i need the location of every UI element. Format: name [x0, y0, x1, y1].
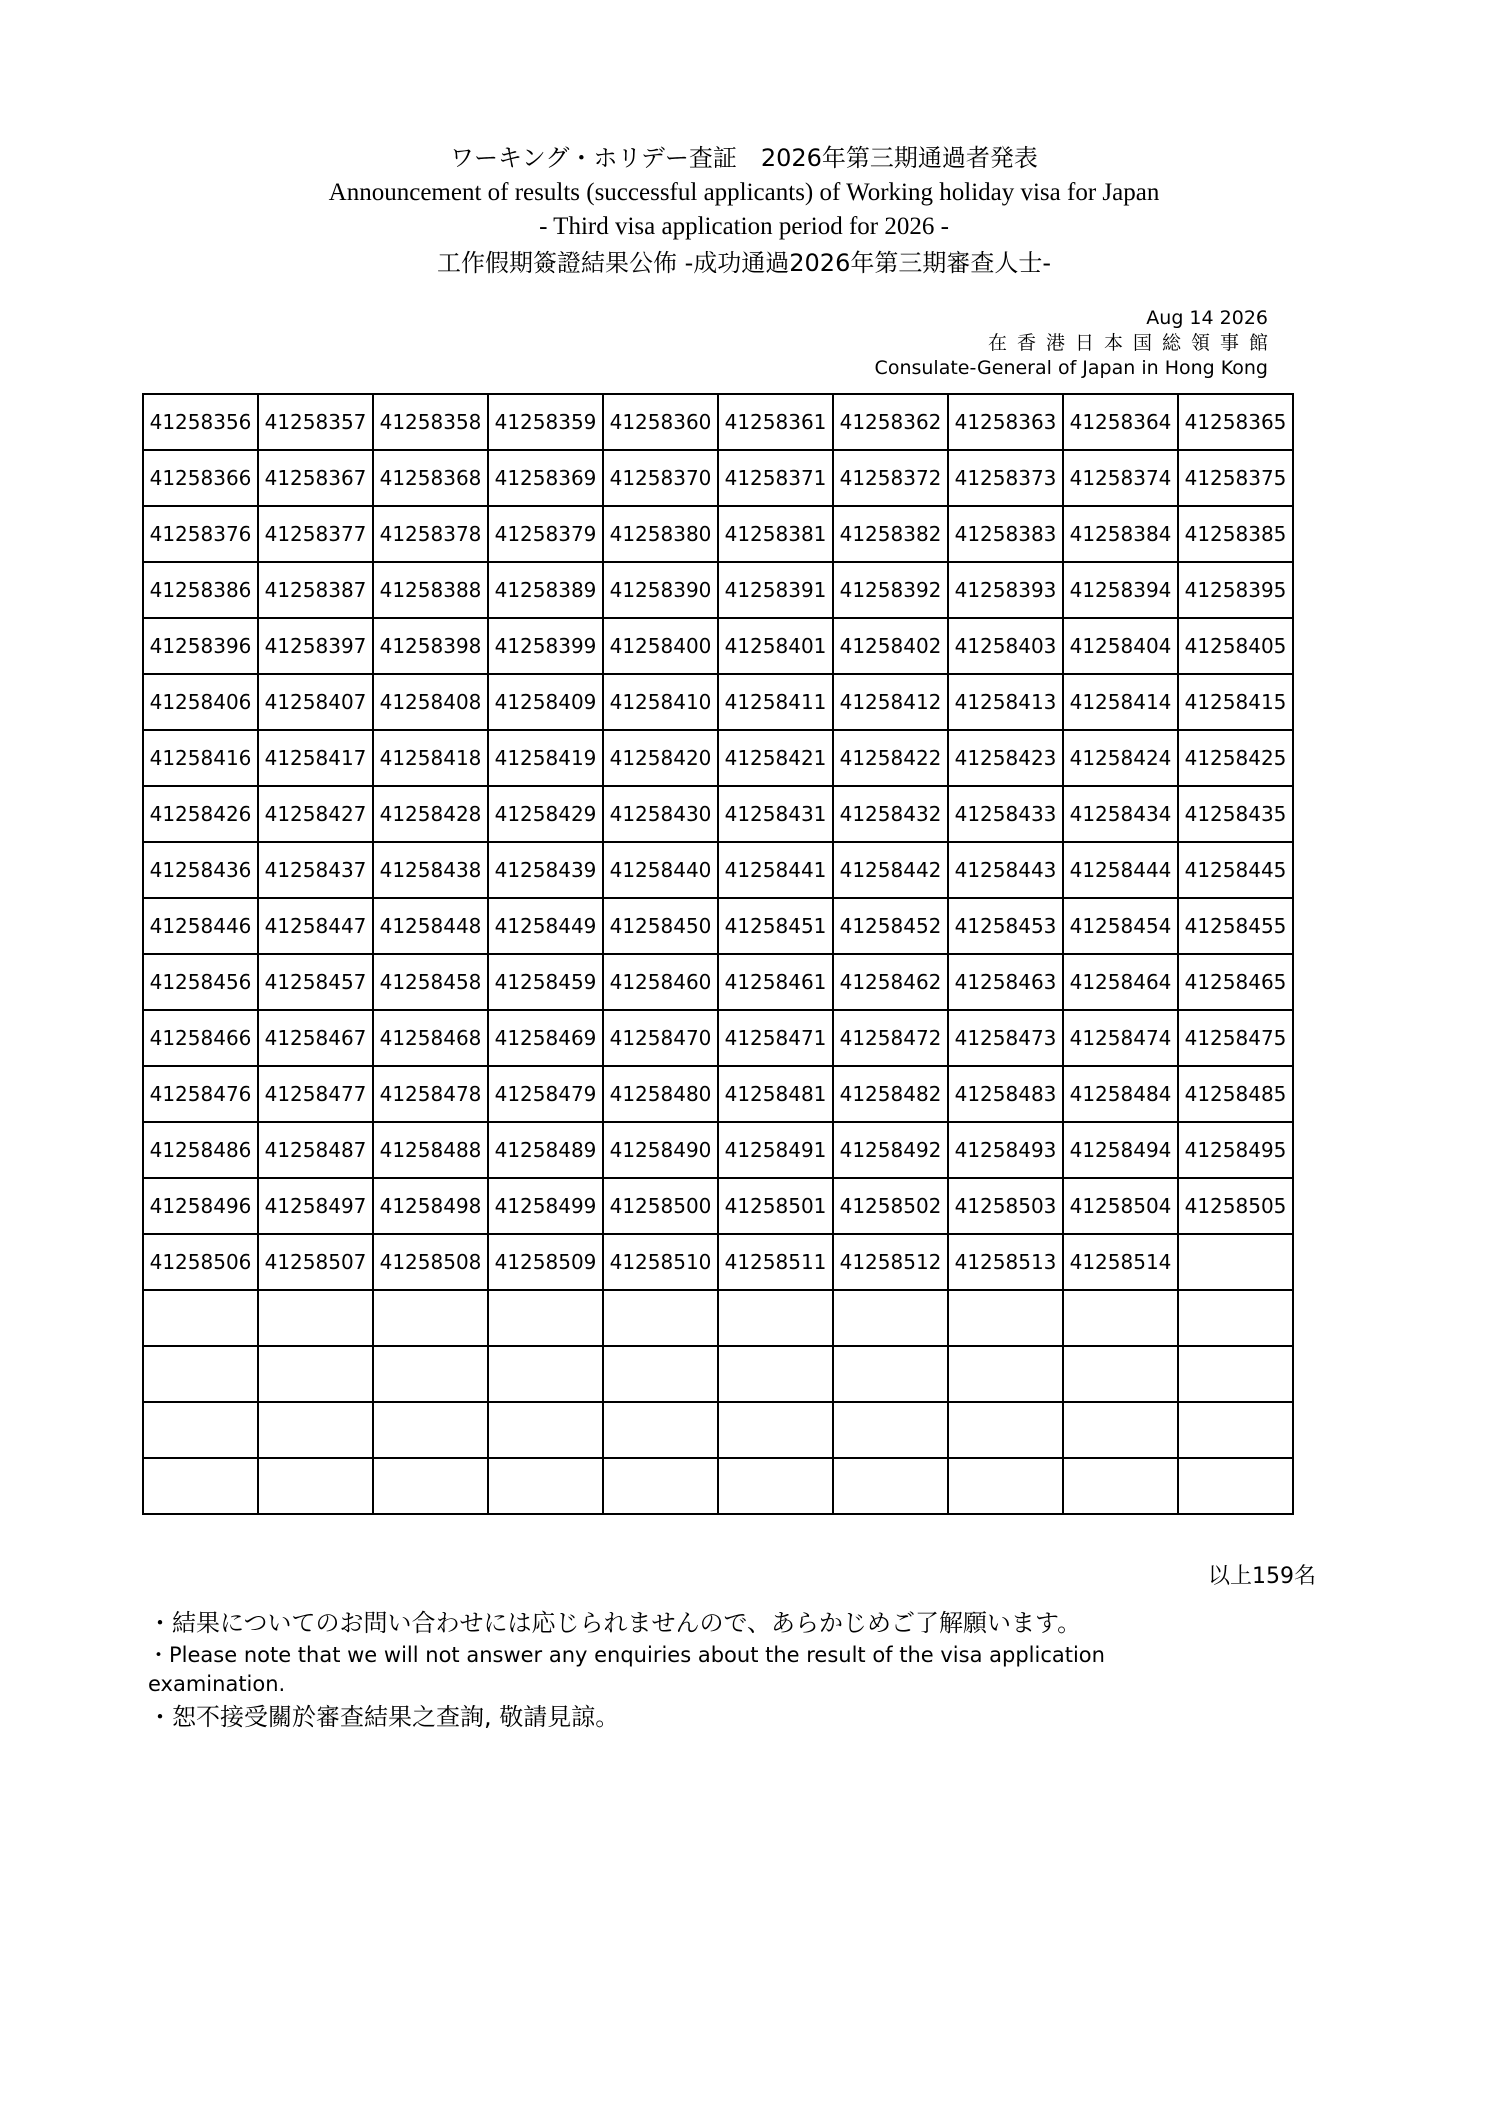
applicant-number-cell: 41258487 — [258, 1122, 373, 1178]
applicant-number-cell — [603, 1290, 718, 1346]
applicant-number-cell: 41258467 — [258, 1010, 373, 1066]
applicant-number-cell: 41258416 — [143, 730, 258, 786]
applicant-number-cell: 41258490 — [603, 1122, 718, 1178]
applicant-number-cell: 41258367 — [258, 450, 373, 506]
applicant-number-cell: 41258475 — [1178, 1010, 1293, 1066]
applicant-number-cell — [948, 1346, 1063, 1402]
applicant-number-cell: 41258370 — [603, 450, 718, 506]
table-row — [143, 506, 1293, 562]
applicant-number-cell: 41258451 — [718, 898, 833, 954]
applicant-number-cell: 41258488 — [373, 1122, 488, 1178]
applicant-number-cell: 41258396 — [143, 618, 258, 674]
applicant-number-cell — [258, 1346, 373, 1402]
applicant-number-cell: 41258365 — [1178, 394, 1293, 450]
applicant-number-cell: 41258435 — [1178, 786, 1293, 842]
applicant-number-cell: 41258361 — [718, 394, 833, 450]
applicant-number-cell: 41258505 — [1178, 1178, 1293, 1234]
applicant-number-cell — [1178, 1402, 1293, 1458]
table-row — [143, 1122, 1293, 1178]
applicant-number-cell: 41258457 — [258, 954, 373, 1010]
announcement-title — [0, 140, 1488, 282]
applicant-number-cell: 41258478 — [373, 1066, 488, 1122]
applicant-number-cell: 41258493 — [948, 1122, 1063, 1178]
applicant-number-cell: 41258443 — [948, 842, 1063, 898]
applicant-number-cell: 41258437 — [258, 842, 373, 898]
applicant-number-cell: 41258432 — [833, 786, 948, 842]
applicant-number-cell: 41258379 — [488, 506, 603, 562]
table-row — [143, 1290, 1293, 1346]
applicant-number-cell: 41258384 — [1063, 506, 1178, 562]
applicant-number-cell: 41258410 — [603, 674, 718, 730]
applicant-number-cell: 41258448 — [373, 898, 488, 954]
applicant-number-cell: 41258425 — [1178, 730, 1293, 786]
applicant-number-cell: 41258486 — [143, 1122, 258, 1178]
applicant-number-cell: 41258444 — [1063, 842, 1178, 898]
applicant-number-cell: 41258363 — [948, 394, 1063, 450]
table-row — [143, 618, 1293, 674]
table-row — [143, 1066, 1293, 1122]
applicant-number-cell: 41258438 — [373, 842, 488, 898]
applicant-number-cell — [143, 1402, 258, 1458]
applicant-number-cell: 41258378 — [373, 506, 488, 562]
applicant-number-cell: 41258502 — [833, 1178, 948, 1234]
applicant-number-cell: 41258431 — [718, 786, 833, 842]
applicant-number-cell — [948, 1290, 1063, 1346]
applicant-number-cell — [373, 1346, 488, 1402]
table-row — [143, 898, 1293, 954]
applicant-number-cell: 41258439 — [488, 842, 603, 898]
applicant-number-cell: 41258391 — [718, 562, 833, 618]
applicant-number-cell: 41258496 — [143, 1178, 258, 1234]
table-row — [143, 450, 1293, 506]
title-chinese: 工作假期簽證結果公佈 -成功通過2026年第三期審查人士- — [436, 249, 1052, 277]
table-row — [143, 674, 1293, 730]
note-english: ・Please note that we will not answer any enquiries about the result of the visa application examination. — [148, 1643, 1105, 1696]
applicant-number-cell: 41258417 — [258, 730, 373, 786]
applicant-number-cell: 41258446 — [143, 898, 258, 954]
applicant-number-cell: 41258464 — [1063, 954, 1178, 1010]
applicant-number-cell: 41258429 — [488, 786, 603, 842]
applicant-number-cell: 41258406 — [143, 674, 258, 730]
title-english: Announcement of results (successful applicants) of Working holiday visa for Japan — [328, 179, 1160, 206]
note-chinese: ・恕不接受關於審查結果之查詢, 敬請見諒。 — [148, 1703, 620, 1731]
applicant-number-cell: 41258507 — [258, 1234, 373, 1290]
applicant-number-cell: 41258413 — [948, 674, 1063, 730]
applicant-number-cell: 41258387 — [258, 562, 373, 618]
applicant-number-cell: 41258423 — [948, 730, 1063, 786]
applicant-number-cell — [1063, 1290, 1178, 1346]
applicant-number-cell: 41258357 — [258, 394, 373, 450]
applicant-number-cell — [833, 1402, 948, 1458]
table-row — [143, 562, 1293, 618]
applicant-number-cell: 41258453 — [948, 898, 1063, 954]
issuer-block — [874, 306, 1278, 381]
applicant-number-cell — [1178, 1234, 1293, 1290]
applicant-number-cell: 41258512 — [833, 1234, 948, 1290]
applicant-number-cell: 41258474 — [1063, 1010, 1178, 1066]
results-table-body — [143, 394, 1293, 1514]
applicant-number-cell — [833, 1346, 948, 1402]
applicant-number-cell: 41258356 — [143, 394, 258, 450]
applicant-number-cell: 41258372 — [833, 450, 948, 506]
applicant-number-cell: 41258476 — [143, 1066, 258, 1122]
applicant-number-cell: 41258492 — [833, 1122, 948, 1178]
applicant-number-cell: 41258419 — [488, 730, 603, 786]
applicant-number-cell: 41258375 — [1178, 450, 1293, 506]
applicant-number-cell — [603, 1458, 718, 1514]
applicant-number-cell: 41258393 — [948, 562, 1063, 618]
applicant-number-cell — [948, 1402, 1063, 1458]
applicant-number-cell: 41258433 — [948, 786, 1063, 842]
applicant-number-cell: 41258382 — [833, 506, 948, 562]
applicant-number-cell: 41258392 — [833, 562, 948, 618]
applicant-number-cell: 41258471 — [718, 1010, 833, 1066]
applicant-number-cell: 41258504 — [1063, 1178, 1178, 1234]
applicant-number-cell: 41258408 — [373, 674, 488, 730]
applicant-number-cell: 41258503 — [948, 1178, 1063, 1234]
applicant-number-cell: 41258459 — [488, 954, 603, 1010]
applicant-number-cell: 41258394 — [1063, 562, 1178, 618]
applicant-number-cell: 41258470 — [603, 1010, 718, 1066]
applicant-number-cell — [1063, 1346, 1178, 1402]
applicant-number-cell: 41258499 — [488, 1178, 603, 1234]
applicant-number-cell: 41258395 — [1178, 562, 1293, 618]
applicant-number-cell: 41258472 — [833, 1010, 948, 1066]
applicant-number-cell: 41258454 — [1063, 898, 1178, 954]
applicant-number-cell: 41258360 — [603, 394, 718, 450]
applicant-number-cell: 41258371 — [718, 450, 833, 506]
issue-date: Aug 14 2026 — [1146, 307, 1268, 329]
applicant-number-cell: 41258390 — [603, 562, 718, 618]
applicant-number-cell: 41258498 — [373, 1178, 488, 1234]
applicant-number-cell: 41258421 — [718, 730, 833, 786]
applicant-number-cell — [373, 1402, 488, 1458]
applicant-number-cell: 41258374 — [1063, 450, 1178, 506]
applicant-number-cell — [1178, 1346, 1293, 1402]
consulate-name-japanese: 在香港日本国総領事館 — [987, 332, 1278, 354]
applicant-number-cell: 41258362 — [833, 394, 948, 450]
applicant-number-cell: 41258404 — [1063, 618, 1178, 674]
applicant-number-cell: 41258445 — [1178, 842, 1293, 898]
applicant-number-cell: 41258415 — [1178, 674, 1293, 730]
applicant-number-cell — [948, 1458, 1063, 1514]
applicant-number-cell — [373, 1290, 488, 1346]
applicant-number-cell: 41258500 — [603, 1178, 718, 1234]
table-row — [143, 786, 1293, 842]
applicant-number-cell: 41258495 — [1178, 1122, 1293, 1178]
table-row — [143, 1234, 1293, 1290]
applicant-number-cell: 41258510 — [603, 1234, 718, 1290]
total-count: 以上159名 — [1208, 1564, 1316, 1589]
applicant-number-cell — [718, 1346, 833, 1402]
applicant-number-cell — [373, 1458, 488, 1514]
applicant-number-cell: 41258385 — [1178, 506, 1293, 562]
applicant-number-cell: 41258380 — [603, 506, 718, 562]
applicant-number-cell: 41258407 — [258, 674, 373, 730]
applicant-number-cell: 41258449 — [488, 898, 603, 954]
applicant-number-cell: 41258466 — [143, 1010, 258, 1066]
applicant-number-cell: 41258460 — [603, 954, 718, 1010]
title-japanese: ワーキング・ホリデー査証 2026年第三期通過者発表 — [450, 144, 1038, 172]
applicant-number-cell: 41258426 — [143, 786, 258, 842]
applicant-number-cell — [143, 1346, 258, 1402]
applicant-number-cell: 41258364 — [1063, 394, 1178, 450]
table-row — [143, 1458, 1293, 1514]
applicant-number-cell: 41258458 — [373, 954, 488, 1010]
consulate-name-english: Consulate-General of Japan in Hong Kong — [874, 357, 1268, 379]
applicant-number-cell: 41258440 — [603, 842, 718, 898]
applicant-number-cell: 41258483 — [948, 1066, 1063, 1122]
applicant-number-cell: 41258397 — [258, 618, 373, 674]
applicant-number-cell: 41258386 — [143, 562, 258, 618]
applicant-number-cell: 41258430 — [603, 786, 718, 842]
applicant-number-cell: 41258373 — [948, 450, 1063, 506]
applicant-number-cell — [1178, 1290, 1293, 1346]
applicant-number-cell: 41258436 — [143, 842, 258, 898]
applicant-number-cell — [718, 1458, 833, 1514]
results-table — [142, 393, 1294, 1515]
applicant-number-cell: 41258455 — [1178, 898, 1293, 954]
applicant-number-cell: 41258482 — [833, 1066, 948, 1122]
applicant-number-cell: 41258427 — [258, 786, 373, 842]
applicant-number-cell: 41258434 — [1063, 786, 1178, 842]
applicant-number-cell: 41258508 — [373, 1234, 488, 1290]
applicant-number-cell: 41258383 — [948, 506, 1063, 562]
note-japanese: ・結果についてのお問い合わせには応じられませんので、あらかじめご了解願います。 — [148, 1609, 1082, 1637]
applicant-number-cell: 41258428 — [373, 786, 488, 842]
applicant-number-cell: 41258480 — [603, 1066, 718, 1122]
applicant-number-cell — [603, 1346, 718, 1402]
applicant-number-cell: 41258450 — [603, 898, 718, 954]
applicant-number-cell: 41258418 — [373, 730, 488, 786]
applicant-number-cell: 41258366 — [143, 450, 258, 506]
applicant-number-cell — [258, 1458, 373, 1514]
applicant-number-cell: 41258513 — [948, 1234, 1063, 1290]
table-row — [143, 1402, 1293, 1458]
applicant-number-cell: 41258411 — [718, 674, 833, 730]
applicant-number-cell: 41258452 — [833, 898, 948, 954]
applicant-number-cell: 41258376 — [143, 506, 258, 562]
applicant-number-cell: 41258405 — [1178, 618, 1293, 674]
applicant-number-cell — [1063, 1402, 1178, 1458]
applicant-number-cell: 41258381 — [718, 506, 833, 562]
applicant-number-cell: 41258420 — [603, 730, 718, 786]
applicant-number-cell — [143, 1290, 258, 1346]
applicant-number-cell — [718, 1402, 833, 1458]
table-row — [143, 1178, 1293, 1234]
applicant-number-cell — [488, 1402, 603, 1458]
applicant-number-cell: 41258399 — [488, 618, 603, 674]
applicant-number-cell: 41258377 — [258, 506, 373, 562]
table-row — [143, 954, 1293, 1010]
table-row — [143, 1346, 1293, 1402]
applicant-number-cell: 41258491 — [718, 1122, 833, 1178]
applicant-number-cell: 41258398 — [373, 618, 488, 674]
applicant-number-cell: 41258468 — [373, 1010, 488, 1066]
applicant-number-cell: 41258369 — [488, 450, 603, 506]
table-row — [143, 1010, 1293, 1066]
applicant-number-cell: 41258489 — [488, 1122, 603, 1178]
applicant-number-cell: 41258473 — [948, 1010, 1063, 1066]
applicant-number-cell: 41258463 — [948, 954, 1063, 1010]
applicant-number-cell: 41258368 — [373, 450, 488, 506]
table-row — [143, 394, 1293, 450]
applicant-number-cell: 41258442 — [833, 842, 948, 898]
table-row — [143, 842, 1293, 898]
applicant-number-cell — [258, 1402, 373, 1458]
applicant-number-cell: 41258465 — [1178, 954, 1293, 1010]
table-row — [143, 730, 1293, 786]
applicant-number-cell: 41258469 — [488, 1010, 603, 1066]
applicant-number-cell: 41258479 — [488, 1066, 603, 1122]
applicant-number-cell — [1178, 1458, 1293, 1514]
applicant-number-cell: 41258456 — [143, 954, 258, 1010]
applicant-number-cell: 41258400 — [603, 618, 718, 674]
applicant-number-cell — [833, 1290, 948, 1346]
applicant-number-cell — [143, 1458, 258, 1514]
applicant-number-cell: 41258447 — [258, 898, 373, 954]
applicant-number-cell: 41258424 — [1063, 730, 1178, 786]
applicant-number-cell: 41258388 — [373, 562, 488, 618]
applicant-number-cell: 41258514 — [1063, 1234, 1178, 1290]
applicant-number-cell: 41258494 — [1063, 1122, 1178, 1178]
title-english-period: - Third visa application period for 2026 - — [539, 213, 949, 240]
applicant-number-cell: 41258501 — [718, 1178, 833, 1234]
applicant-number-cell: 41258485 — [1178, 1066, 1293, 1122]
applicant-number-cell: 41258359 — [488, 394, 603, 450]
applicant-number-cell: 41258484 — [1063, 1066, 1178, 1122]
applicant-number-cell — [488, 1346, 603, 1402]
applicant-number-cell: 41258403 — [948, 618, 1063, 674]
applicant-number-cell: 41258462 — [833, 954, 948, 1010]
applicant-number-cell: 41258461 — [718, 954, 833, 1010]
notes — [148, 1605, 1348, 1735]
applicant-number-cell: 41258497 — [258, 1178, 373, 1234]
applicant-number-cell — [488, 1458, 603, 1514]
applicant-number-cell: 41258422 — [833, 730, 948, 786]
applicant-number-cell — [258, 1290, 373, 1346]
applicant-number-cell: 41258481 — [718, 1066, 833, 1122]
applicant-number-cell: 41258409 — [488, 674, 603, 730]
applicant-number-cell: 41258358 — [373, 394, 488, 450]
applicant-number-cell — [1063, 1458, 1178, 1514]
applicant-number-cell: 41258509 — [488, 1234, 603, 1290]
applicant-number-cell: 41258389 — [488, 562, 603, 618]
applicant-number-cell: 41258477 — [258, 1066, 373, 1122]
applicant-number-cell — [718, 1290, 833, 1346]
applicant-number-cell: 41258412 — [833, 674, 948, 730]
applicant-number-cell: 41258414 — [1063, 674, 1178, 730]
applicant-number-cell: 41258402 — [833, 618, 948, 674]
applicant-number-cell: 41258506 — [143, 1234, 258, 1290]
applicant-number-cell: 41258511 — [718, 1234, 833, 1290]
applicant-number-cell — [488, 1290, 603, 1346]
applicant-number-cell: 41258401 — [718, 618, 833, 674]
applicant-number-cell — [833, 1458, 948, 1514]
applicant-number-cell: 41258441 — [718, 842, 833, 898]
applicant-number-cell — [603, 1402, 718, 1458]
